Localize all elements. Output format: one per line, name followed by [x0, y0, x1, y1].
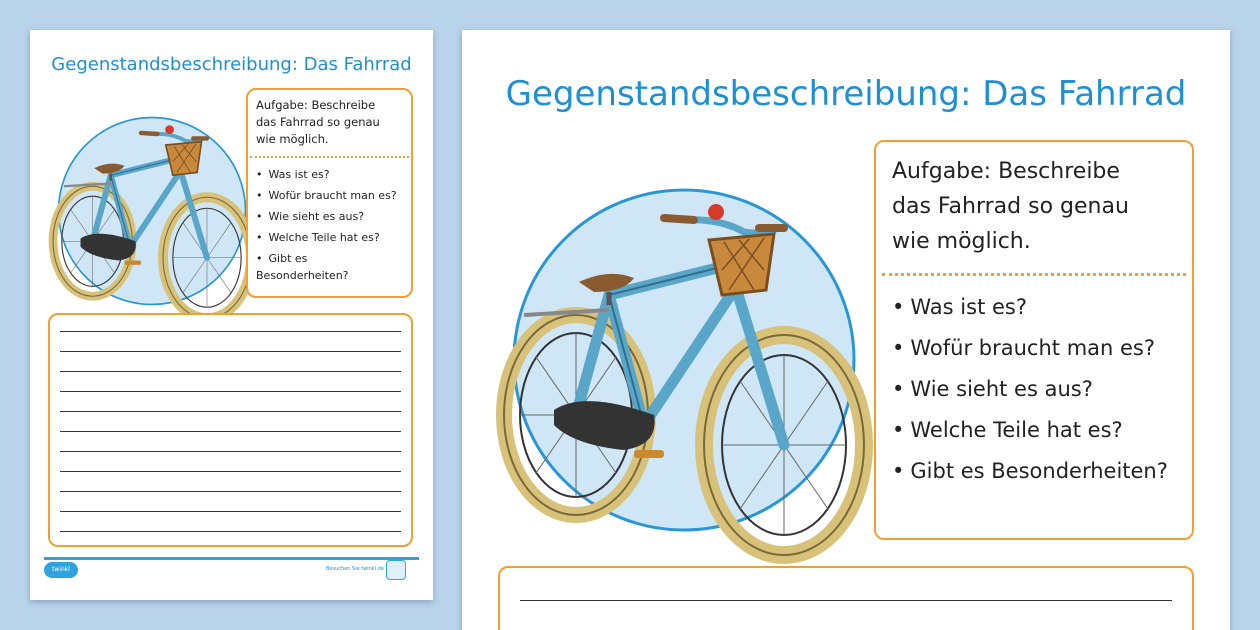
dotted-divider [882, 273, 1186, 276]
worksheet-title: Gegenstandsbeschreibung: Das Fahrrad [505, 74, 1187, 114]
task-box [246, 88, 413, 298]
question-item: • Wie sieht es aus? [256, 208, 403, 229]
question-item: • Gibt es Besonderheiten? [892, 454, 1176, 495]
worksheet-preview-large [462, 30, 1230, 630]
task-text: Aufgabe: Beschreibe das Fahrrad so genau wie möglich. [892, 159, 1129, 254]
question-item: • Wofür braucht man es? [892, 331, 1176, 372]
writing-area [498, 566, 1194, 630]
bicycle-illustration [42, 86, 262, 336]
question-item: • Was ist es? [892, 290, 1176, 331]
writing-line [60, 331, 401, 332]
writing-line [60, 511, 401, 512]
question-item: • Was ist es? [256, 166, 403, 187]
writing-line [60, 351, 401, 352]
footer-url: Besuchen Sie twinkl.de [326, 566, 384, 572]
bicycle-illustration [484, 140, 884, 580]
twinkl-logo: twinkl [44, 562, 78, 578]
footer-bar [44, 557, 419, 560]
writing-line [60, 471, 401, 472]
quality-badge-icon [386, 560, 406, 580]
writing-line [60, 491, 401, 492]
question-item: • Welche Teile hat es? [892, 413, 1176, 454]
writing-line [60, 411, 401, 412]
worksheet-title: Gegenstandsbeschreibung: Das Fahrrad [51, 54, 412, 75]
question-item: • Wofür braucht man es? [256, 187, 403, 208]
writing-line [60, 391, 401, 392]
worksheet-preview-small [30, 30, 433, 600]
writing-line [60, 371, 401, 372]
question-list [892, 290, 1176, 495]
writing-line [60, 451, 401, 452]
task-text: Aufgabe: Beschreibe das Fahrrad so genau wie möglich. [256, 98, 380, 146]
writing-line [520, 600, 1172, 601]
question-list [256, 166, 403, 282]
writing-line [60, 531, 401, 532]
question-item: • Wie sieht es aus? [892, 372, 1176, 413]
dotted-divider [250, 156, 409, 158]
writing-area [48, 313, 413, 547]
question-item: • Gibt es Besonderheiten? [256, 250, 403, 271]
writing-line [60, 431, 401, 432]
question-item: • Welche Teile hat es? [256, 229, 403, 250]
task-box [874, 140, 1194, 540]
